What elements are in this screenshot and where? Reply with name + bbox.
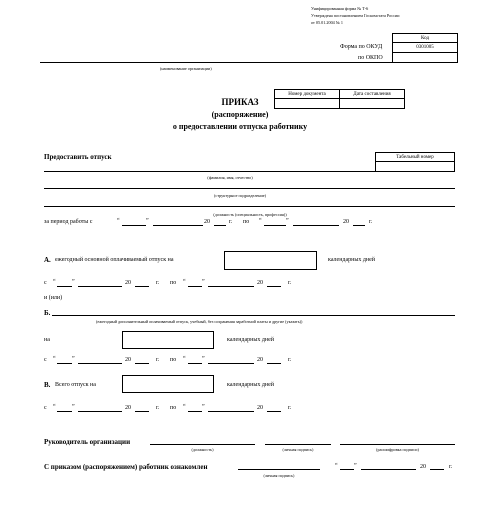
v-from-day[interactable] [57,411,72,412]
ack-year[interactable] [430,469,444,470]
a-to-g: г. [288,280,292,286]
org-caption: (наименование организации) [160,66,212,71]
b-to-month[interactable] [208,363,254,364]
fio-caption: (фамилия, имя, отчество) [207,175,253,180]
a-to-day[interactable] [188,286,202,287]
a-from-year[interactable] [135,286,149,287]
position-line[interactable] [44,206,455,207]
a-to-month[interactable] [208,286,254,287]
grant-label: Предоставить отпуск [44,153,112,161]
section-b-letter: Б. [44,309,51,317]
b-from-q-close: ” [72,356,75,362]
form-line-2: Утверждена постановлением Госкомстата России [311,13,400,18]
a-po: по [170,280,177,286]
v-to-q-close: ” [202,404,205,410]
ack-month[interactable] [361,469,416,470]
a-from-month[interactable] [78,286,122,287]
b-to-year-prefix: 20 [257,357,263,363]
b-from-day[interactable] [57,363,72,364]
b-from-q-open: “ [53,356,56,362]
section-b-days-input[interactable] [122,331,214,349]
a-from-day[interactable] [57,286,72,287]
period-to-month[interactable] [293,225,339,226]
org-name-line[interactable] [40,62,392,63]
fio-line[interactable] [44,171,375,172]
doc-number-cell[interactable] [274,98,340,109]
doc-date-header: Дата составления [339,89,405,99]
okud-label: Форма по ОКУД [340,44,383,50]
doc-date-cell[interactable] [339,98,405,109]
a-to-q-open: “ [183,279,186,285]
v-to-g: г. [288,405,292,411]
period-from-month[interactable] [153,225,203,226]
section-a-letter: А. [44,256,51,264]
period-prefix: за период работы с [44,219,93,225]
a-to-q-close: ” [202,279,205,285]
b-from-month[interactable] [78,363,122,364]
ack-q-open: “ [335,463,338,469]
b-from-g: г. [156,357,160,363]
section-v-text: Всего отпуск на [55,382,96,388]
head-decode-line[interactable] [340,444,455,445]
v-po: по [170,405,177,411]
period-from-q-open: “ [117,218,120,224]
a-from-year-prefix: 20 [125,280,131,286]
section-a-text: ежегодный основной оплачиваемый отпуск на [55,257,174,263]
head-position-line[interactable] [150,444,255,445]
period-to-q-close: ” [286,218,289,224]
title-subject: о предоставлении отпуска работнику [172,122,308,131]
v-to-year[interactable] [267,411,281,412]
v-to-month[interactable] [208,411,254,412]
v-from-g: г. [156,405,160,411]
period-from-year[interactable] [214,225,226,226]
section-v-days-input[interactable] [122,375,214,393]
a-from-q-close: ” [72,279,75,285]
section-b-s: с [44,357,47,363]
form-line-3: от 05.01.2004 № 1 [311,20,343,25]
section-a-days-input[interactable] [224,251,317,270]
section-a-days-label: календарных дней [328,257,376,263]
b-to-year[interactable] [267,363,281,364]
head-sign-caption: (личная подпись) [282,447,314,452]
b-to-day[interactable] [188,363,202,364]
b-from-year-prefix: 20 [125,357,131,363]
head-sign-line[interactable] [265,444,331,445]
title-prikaz: ПРИКАЗ [221,97,259,107]
okpo-label: по ОКПО [358,55,383,61]
dept-line[interactable] [44,188,455,189]
v-from-q-open: “ [53,404,56,410]
tab-number-cell[interactable] [375,161,455,172]
period-from-day[interactable] [122,225,146,226]
period-from-q-close: ” [146,218,149,224]
period-to-q-open: “ [259,218,262,224]
section-a-ili: и (или) [44,295,63,301]
ack-label: С приказом (распоряжением) работник ознакомлен [44,463,208,471]
period-from-year-prefix: 20 [204,219,210,225]
title-rasporyazhenie: (распоряжение) [211,110,269,119]
section-b-caption: (ежегодный дополнительный оплачиваемый отпуск, учебный, без сохранения заработной платы и другие (указать)) [96,319,303,324]
section-v-days-label: календарных дней [227,382,275,388]
section-v-s: с [44,405,47,411]
dept-caption: (структурное подразделение) [213,193,267,198]
b-to-q-open: “ [183,356,186,362]
ack-sign-line[interactable] [238,469,320,470]
ack-year-prefix: 20 [420,464,426,470]
v-to-day[interactable] [188,411,202,412]
period-po: по [243,219,250,225]
okpo-value-cell[interactable] [392,52,458,63]
period-to-year-prefix: 20 [343,219,349,225]
a-to-year-prefix: 20 [257,280,263,286]
b-to-g: г. [288,357,292,363]
v-from-q-close: ” [72,404,75,410]
position-caption: (должность (специальность, профессия)) [213,212,287,217]
period-from-g: г. [229,219,233,225]
ack-g: г. [449,464,453,470]
section-b-days-label: календарных дней [227,337,275,343]
b-from-year[interactable] [135,363,149,364]
section-b-type-line[interactable] [52,315,455,316]
ack-q-close: ” [354,463,357,469]
form-line-1: Унифицированная форма № Т-6 [311,6,369,11]
v-from-year[interactable] [135,411,149,412]
ack-sign-caption: (личная подпись) [263,473,295,478]
kod-header: Код [392,33,458,43]
a-from-q-open: “ [53,279,56,285]
b-to-q-close: ” [202,356,205,362]
head-position-caption: (должность) [191,447,214,452]
a-to-year[interactable] [267,286,281,287]
period-to-g: г. [369,219,373,225]
v-to-q-open: “ [183,404,186,410]
ack-day[interactable] [340,469,354,470]
head-label: Руководитель организации [44,438,131,446]
section-a-s: с [44,280,47,286]
doc-number-header: Номер документа [274,89,340,99]
v-from-year-prefix: 20 [125,405,131,411]
v-to-year-prefix: 20 [257,405,263,411]
period-to-year[interactable] [353,225,365,226]
head-decode-caption: (расшифровка подписи) [376,447,419,452]
period-to-day[interactable] [264,225,286,226]
tab-number-header: Табельный номер [375,152,455,162]
b-po: по [170,357,177,363]
v-from-month[interactable] [78,411,122,412]
okud-value: 0301005 [392,42,458,53]
section-v-letter: В. [44,381,51,389]
section-b-na: на [44,337,50,343]
a-from-g: г. [156,280,160,286]
